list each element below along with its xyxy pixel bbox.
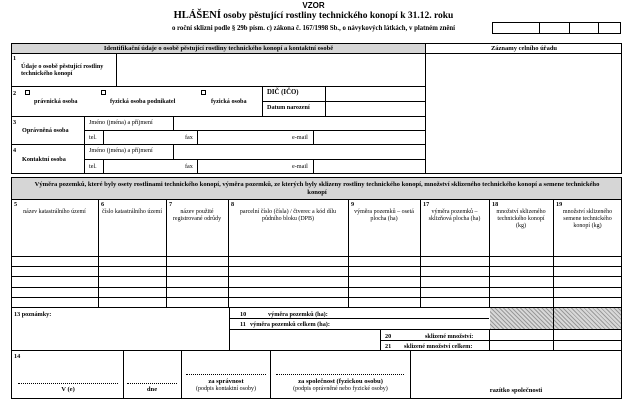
column-label: název použité registrované odrůdy [172, 209, 222, 222]
identification-title: Identifikační údaje o osobě pěstující rostliny technického konopí a kontaktní osobě [103, 45, 334, 52]
table-cell[interactable] [229, 277, 347, 285]
company-signature-field[interactable] [276, 352, 404, 373]
r20-left-divider [380, 329, 381, 350]
row3-tel-field[interactable] [104, 131, 181, 143]
column-number: 19 [556, 201, 563, 208]
r20-seed-field[interactable] [554, 330, 621, 340]
row4-label: Kontaktní osoba [22, 156, 66, 163]
dic-field[interactable] [326, 87, 424, 100]
row2-number: 2 [13, 90, 17, 97]
form-subtitle: o roční sklizni podle § 29b písm. c) zákona č. 167/1998 Sb., o návykových látkách, v platném znění [171, 25, 456, 32]
column-number: 7 [169, 201, 173, 208]
table-cell[interactable] [554, 257, 621, 265]
place-field[interactable] [18, 360, 118, 382]
table-cell[interactable] [99, 257, 165, 265]
row4-fax-field[interactable] [198, 160, 288, 173]
table-cell[interactable] [229, 257, 347, 265]
r10-sown-field[interactable] [350, 308, 419, 318]
table-cell[interactable] [12, 257, 97, 265]
column-label: množství sklizeného semene technického konopí (kg) [562, 209, 613, 229]
registration-box-divider [539, 22, 540, 34]
r21-label: sklizené množství celkem: [404, 343, 473, 350]
table-cell[interactable] [421, 277, 488, 285]
row4-tel-label: tel. [89, 163, 97, 170]
r20-number: 20 [385, 333, 392, 340]
column-number: 17 [423, 201, 430, 208]
table-cell[interactable] [349, 288, 419, 296]
r11-label: výměra pozemků celkem (ha): [250, 321, 330, 328]
form-title-rest: osoby pěstující rostliny technického konopí k 31.12. roku [220, 11, 454, 21]
row4-name-label: Jméno (jména) a příjmení [89, 147, 153, 154]
birth-date-field[interactable] [326, 102, 424, 115]
row1-value-field[interactable] [117, 54, 424, 85]
registration-box-divider [569, 22, 570, 34]
table-cell[interactable] [167, 288, 227, 296]
natural-person-checkbox[interactable] [201, 90, 206, 95]
footer-divider [123, 350, 124, 399]
form-title [0, 10, 627, 21]
table-cell[interactable] [490, 277, 552, 285]
vzor-label: VZOR [302, 1, 325, 10]
entrepreneur-checkbox[interactable] [101, 90, 106, 95]
table-cell[interactable] [12, 298, 97, 306]
column-number: 6 [101, 201, 105, 208]
table-cell[interactable] [167, 298, 227, 306]
land-table-title: Výměra pozemků, které byly osety rostlinami technického konopí, výměra pozemků, ze kterých byly sklizeny rostliny technického konopí, množství sklizeného technického konopí a semene technického konopí [34, 181, 600, 196]
r21-harvest-field[interactable] [490, 341, 552, 350]
table-cell[interactable] [554, 298, 621, 306]
date-label: dne [146, 386, 158, 393]
table-cell[interactable] [349, 257, 419, 265]
notes-label: 13 poznámky: [14, 311, 52, 318]
date-signature-line [127, 383, 177, 384]
company-signature-line [276, 374, 404, 375]
row3-email-field[interactable] [314, 131, 424, 143]
r21-number: 21 [385, 343, 392, 350]
legal-person-label: právnická osoba [34, 98, 78, 105]
r10-harvest-field[interactable] [421, 308, 489, 318]
natural-person-label: fyzická osoba [211, 98, 247, 105]
table-cell[interactable] [167, 257, 227, 265]
table-cell[interactable] [229, 298, 347, 306]
table-cell[interactable] [167, 267, 227, 275]
column-label: výměra pozemků – osetá plocha (ha) [354, 209, 414, 222]
form-title-bold: HLÁŠENÍ [173, 10, 221, 21]
legal-person-checkbox[interactable] [25, 90, 30, 95]
table-cell[interactable] [99, 277, 165, 285]
table-cell[interactable] [554, 288, 621, 296]
row4-email-field[interactable] [314, 160, 424, 173]
column-label: množství sklizeného technického konopí (kg) [496, 209, 546, 229]
r11-number: 11 [240, 321, 246, 328]
column-number: 18 [492, 201, 499, 208]
column-number: 9 [351, 201, 355, 208]
r11-harvest-field[interactable] [421, 319, 489, 329]
r20-harvest-field[interactable] [490, 330, 552, 340]
row4-number: 4 [13, 147, 17, 154]
row3-fax-label: fax [185, 134, 193, 141]
land-table-header-rule [11, 199, 622, 200]
row4-name-field[interactable] [174, 145, 424, 158]
table-cell[interactable] [421, 288, 488, 296]
table-cell[interactable] [421, 267, 488, 275]
admin-signature-line [186, 374, 266, 375]
dic-label: DIČ (IČO) [267, 89, 299, 96]
row1-label: Údaje o osobě pěstující rostliny technického konopí [21, 63, 104, 78]
row3-fax-field[interactable] [198, 131, 288, 143]
table-cell[interactable] [349, 277, 419, 285]
registration-box-divider [598, 22, 599, 34]
place-label: V (e) [61, 386, 75, 393]
r10-label: výměra pozemků (ha): [268, 311, 328, 318]
table-cell[interactable] [12, 277, 97, 285]
notes-field[interactable] [13, 318, 228, 348]
stamp-label: razítko společnosti [489, 387, 543, 394]
row3-tel-label: tel. [89, 134, 97, 141]
date-field[interactable] [127, 360, 177, 382]
table-cell[interactable] [349, 298, 419, 306]
table-cell[interactable] [421, 298, 488, 306]
table-cell[interactable] [99, 267, 165, 275]
company-stamp-field[interactable] [412, 352, 620, 385]
birth-date-label: Datum narození [267, 104, 310, 111]
row3-label: Oprávněná osoba [22, 127, 69, 134]
registration-box [492, 22, 621, 34]
r21-seed-field[interactable] [554, 341, 621, 350]
place-signature-line [18, 383, 118, 384]
for-company-label: za společnost (fyzickou osobu) [298, 378, 383, 385]
row4-tel-field[interactable] [104, 160, 181, 173]
table-cell[interactable] [554, 277, 621, 285]
table-cell[interactable] [490, 298, 552, 306]
row1-number: 1 [13, 55, 17, 62]
column-number: 8 [231, 201, 235, 208]
table-cell[interactable] [490, 257, 552, 265]
r11-sown-field[interactable] [350, 319, 419, 329]
table-cell[interactable] [99, 288, 165, 296]
table-cell[interactable] [421, 257, 488, 265]
row4-fax-label: fax [185, 163, 193, 170]
table-cell[interactable] [229, 288, 347, 296]
column-number: 5 [14, 201, 18, 208]
table-cell[interactable] [349, 267, 419, 275]
footer-number: 14 [14, 353, 21, 360]
customs-records-title: Záznamy celního úřadu [490, 45, 558, 52]
identification-divider [425, 43, 426, 174]
table-cell[interactable] [99, 298, 165, 306]
row4-email-label: e-mail [292, 163, 308, 170]
table-cell[interactable] [12, 267, 97, 275]
column-label: název katastrálního území [23, 209, 86, 215]
table-cell[interactable] [554, 267, 621, 275]
admin-signature-field[interactable] [186, 352, 266, 373]
column-label: výměra pozemků – sklizňová plocha (ha) [428, 209, 481, 222]
for-admin-label: za správnost [208, 378, 244, 385]
table-cell[interactable] [490, 288, 552, 296]
table-cell[interactable] [229, 267, 347, 275]
for-company-sub: (podpis oprávněné nebo fyzické osoby) [293, 386, 388, 392]
row3-email-label: e-mail [292, 134, 308, 141]
r20-label: sklizené množství: [425, 333, 474, 340]
entrepreneur-label: fyzická osoba podnikatel [110, 98, 176, 105]
row3-name-field[interactable] [174, 117, 424, 129]
table-cell[interactable] [167, 277, 227, 285]
for-admin-sub: (podpis kontaktní osoby) [196, 386, 256, 392]
row3-name-label: Jméno (jména) a příjmení [89, 119, 153, 126]
column-label: číslo katastrálního území [102, 209, 162, 215]
r10-number: 10 [240, 311, 247, 318]
row3-number: 3 [13, 119, 17, 126]
table-cell[interactable] [490, 267, 552, 275]
table-cell[interactable] [12, 288, 97, 296]
hatched-area [490, 308, 621, 329]
footer-top-rule [11, 350, 622, 351]
hatch-divider [553, 307, 554, 329]
column-label: parcelní číslo (čísla) / čtverec a kód dílu půdního bloku (DPB) [239, 209, 337, 222]
